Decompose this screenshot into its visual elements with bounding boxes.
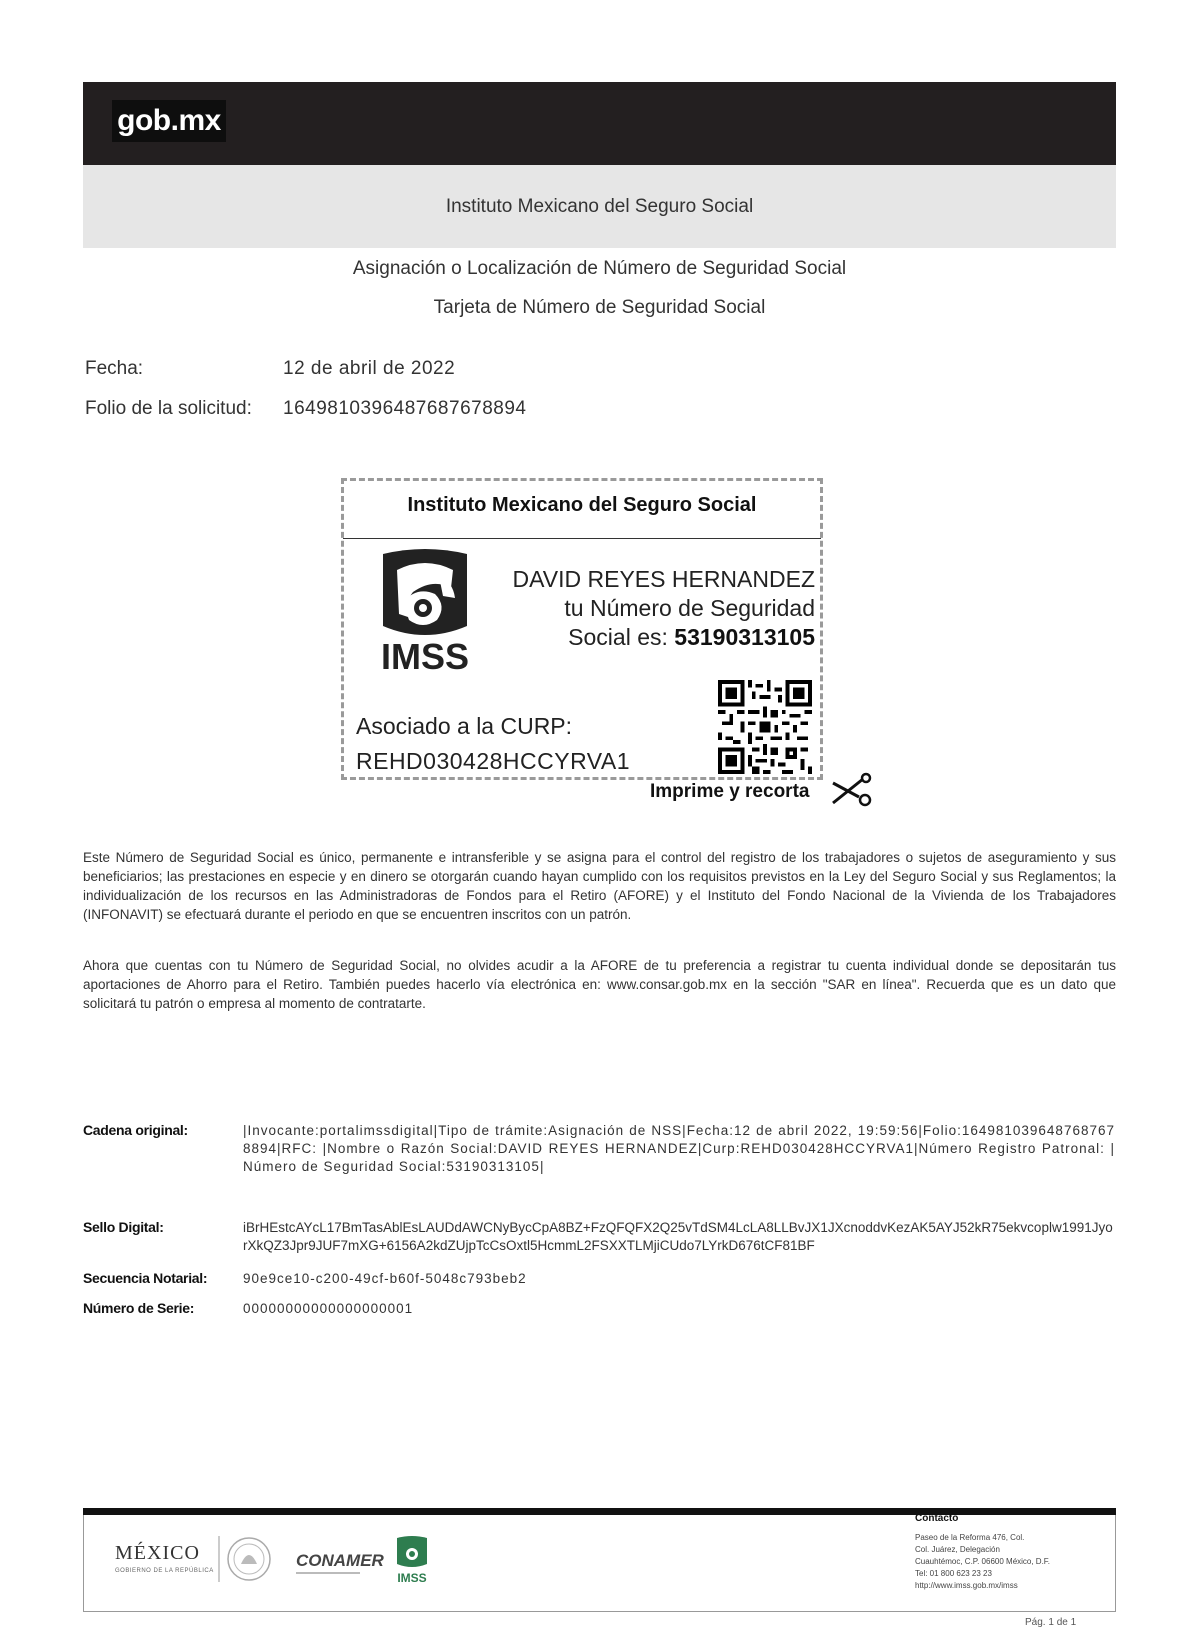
sello-value: iBrHEstcAYcL17BmTasAblEsLAUDdAWCNyBycCpA8BZ+FzQFQFX2Q25vTdSM4LcLA8LLBvJX1JXcnoddvKezAK5AYJ52kR75ekvcoplw1991JyorXkQZ3Jpr9JUF7mXG+6156A2kdZUjpTcCsOxtl5HcmmL2FSXXTLMjiCUdo7LYrkD676tCF81BF	[243, 1220, 1113, 1253]
folio-value: 1649810396487687678894	[283, 398, 527, 419]
institution-title: Instituto Mexicano del Seguro Social	[445, 196, 754, 217]
conamer-logo	[294, 1546, 384, 1578]
secuencia-value: 90e9ce10-c200-49cf-b60f-5048c793beb2	[243, 1271, 527, 1286]
card-name: DAVID REYES HERNANDEZ	[512, 566, 815, 592]
imss-footer-logo-text: IMSS	[397, 1571, 427, 1585]
curp-value: REHD030428HCCYRVA1	[356, 748, 631, 774]
contact-line: Tel: 01 800 623 23 23	[915, 1569, 992, 1578]
page-number: Pág. 1 de 1	[1025, 1617, 1077, 1628]
imss-logo	[373, 548, 477, 677]
gob-mx-logo: gob.mx	[112, 100, 226, 142]
cut-label: Imprime y recorta	[650, 781, 810, 802]
document-title: Asignación o Localización de Número de Seguridad Social	[352, 258, 847, 279]
sello-label: Sello Digital:	[83, 1219, 164, 1235]
cadena-label: Cadena original:	[83, 1122, 188, 1138]
imss-footer-logo	[392, 1536, 432, 1584]
curp-label: Asociado a la CURP:	[356, 713, 573, 739]
mexico-logo-sub: GOBIERNO DE LA REPÚBLICA	[115, 1568, 214, 1574]
nss-number: 53190313105	[674, 624, 815, 650]
card-nss-prefix: Social es:	[568, 624, 675, 650]
cadena-value: |Invocante:portalimssdigital|Tipo de trámite:Asignación de NSS|Fecha:12 de abril 2022, 19:59:56|Folio:1649810396487687678894|RFC: |Nombre o Razón Social:DAVID REYES HERNANDEZ|Curp:REHD030428HCCYRVA1|Número Registro Patronal: |Número de Seguridad Social:53190313105|	[243, 1123, 1115, 1174]
serie-label: Número de Serie:	[83, 1300, 195, 1316]
date-value: 12 de abril de 2022	[283, 358, 456, 379]
card-nss-line: tu Número de Seguridad	[564, 595, 815, 621]
document-subtitle: Tarjeta de Número de Seguridad Social	[433, 297, 766, 318]
folio-label: Folio de la solicitud:	[85, 398, 252, 419]
contact-line: Paseo de la Reforma 476, Col.	[915, 1533, 1025, 1542]
card-divider	[343, 538, 821, 539]
qr-code	[718, 680, 812, 774]
footer-rule	[83, 1508, 1116, 1515]
card-title: Instituto Mexicano del Seguro Social	[407, 494, 757, 516]
nss-description: Este Número de Seguridad Social es único, permanente e intransferible y se asigna para el control del registro de los trabajadores o sujetos de aseguramiento y sus beneficiarios; las prestaciones en especie y en dinero se otorgarán cuando hayan cumplido con los requisitos previstos en la Ley del Seguro Social y sus Reglamentos; la individualización de los recursos en las Administradoras de Fondos para el Retiro (AFORE) y el Instituto del Fondo Nacional de la Vivienda de los Trabajadores (INFONAVIT) se efectuará durante el periodo en que se encuentren inscritos con un patrón.	[83, 850, 1116, 922]
secuencia-label: Secuencia Notarial:	[83, 1270, 208, 1286]
date-label: Fecha:	[85, 358, 144, 379]
imss-logo-text: IMSS	[380, 636, 470, 677]
conamer-logo-text: CONAMER	[296, 1551, 384, 1570]
card-nss-row	[488, 623, 815, 652]
contact-link[interactable]: http://www.imss.gob.mx/imss	[915, 1581, 1018, 1590]
serie-value: 00000000000000000001	[243, 1301, 414, 1316]
header-bar	[83, 82, 1116, 165]
afore-reminder: Ahora que cuentas con tu Número de Seguridad Social, no olvides acudir a la AFORE de tu preferencia a registrar tu cuenta individual donde se depositarán tus aportaciones de Ahorro para el Retiro. También puedes hacerlo vía electrónica en: www.consar.gob.mx en la sección "SAR en línea". Recuerda que es un dato que solicitará tu patrón o empresa al momento de contratarte.	[83, 958, 1116, 1011]
contact-title: Contacto	[915, 1513, 959, 1524]
contact-line: Cuauhtémoc, C.P. 06600 México, D.F.	[915, 1557, 1051, 1566]
contact-line: Col. Juárez, Delegación	[915, 1545, 1000, 1554]
national-seal-icon	[217, 1534, 275, 1584]
mexico-logo: MÉXICO	[115, 1542, 200, 1564]
scissors-icon	[829, 773, 875, 809]
